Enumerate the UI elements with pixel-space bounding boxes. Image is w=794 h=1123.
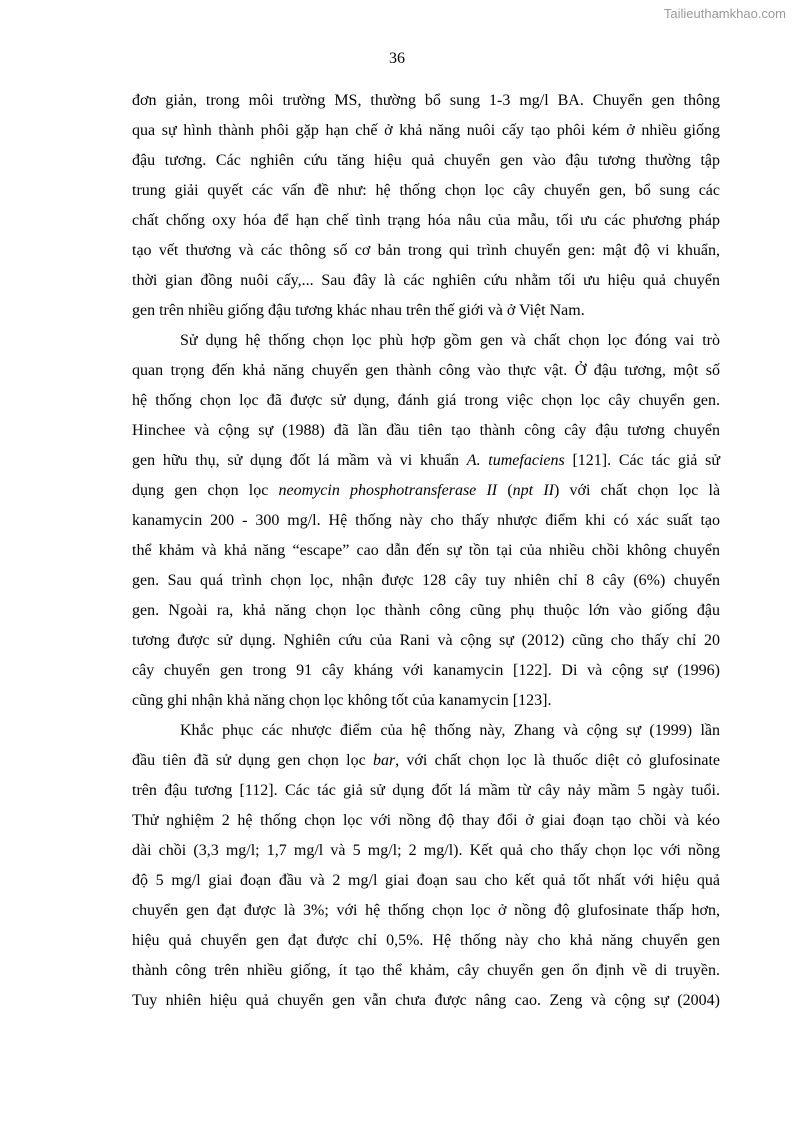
gene-name: neomycin phosphotransferase II [278, 482, 498, 499]
text-line: Thử nghiệm 2 hệ thống chọn lọc với nồng độ thay đổi ở giai đoạn tạo chồi và kéo [132, 812, 720, 829]
text-line: Sử dụng hệ thống chọn lọc phù hợp gồm gen và chất chọn lọc đóng vai trò [180, 332, 720, 349]
text-line: gen trên nhiều giống đậu tương khác nhau trên thế giới và ở Việt Nam. [132, 302, 585, 319]
gene-name: bar [372, 752, 396, 769]
text-line [132, 446, 720, 476]
text-line: tạo vết thương và các thông số cơ bản trong qui trình chuyển gen: mật độ vi khuẩn, [132, 242, 720, 259]
page-number: 36 [389, 50, 405, 67]
text-line: quan trọng đến khả năng chuyển gen thành công vào thực vật. Ở đậu tương, một số [132, 362, 720, 379]
text-line: hiệu quả chuyển gen đạt được chỉ 0,5%. Hệ thống này cho khả năng chuyển gen [132, 932, 720, 949]
text-run: [121]. Các tác giả sử [564, 452, 721, 469]
text-line: trên đậu tương [112]. Các tác giả sử dụng đốt lá mầm từ cây nảy mầm 5 ngày tuổi. [132, 782, 720, 799]
text-run: đầu tiên đã sử dụng gen chọn lọc [132, 752, 373, 769]
text-line: cây chuyển gen trong 91 cây kháng với kanamycin [122]. Di và cộng sự (1996) [132, 662, 720, 679]
text-line: qua sự hình thành phôi gặp hạn chế ở khả năng nuôi cấy tạo phôi kém ở nhiều giống [132, 122, 720, 139]
text-line: dài chồi (3,3 mg/l; 1,7 mg/l và 5 mg/l; 2 mg/l). Kết quả cho thấy chọn lọc với nồng [132, 842, 720, 859]
gene-abbrev: npt II [512, 482, 554, 499]
text-line: chuyển gen đạt được là 3%; với hệ thống chọn lọc ở nồng độ glufosinate thấp hơn, [132, 902, 720, 919]
paragraph-3 [132, 716, 720, 1016]
text-run: gen hữu thụ, sử dụng đốt lá mầm và vi khuẩn [132, 452, 467, 469]
text-line [132, 476, 720, 506]
watermark-text: Tailieuthamkhao.com [663, 6, 786, 21]
text-run: dụng gen chọn lọc [132, 482, 279, 499]
text-run: ) với chất chọn lọc là [553, 482, 721, 499]
text-line: gen. Sau quá trình chọn lọc, nhận được 128 cây tuy nhiên chỉ 8 cây (6%) chuyển [132, 572, 720, 589]
document-body [132, 86, 720, 1016]
text-line: thể khảm và khả năng “escape” cao dẫn đến sự tồn tại của nhiều chồi không chuyển [132, 542, 720, 559]
text-line: đậu tương. Các nghiên cứu tăng hiệu quả chuyển gen vào đậu tương thường tập [132, 152, 720, 169]
text-line: gen. Ngoài ra, khả năng chọn lọc thành công cũng phụ thuộc lớn vào giống đậu [132, 602, 720, 619]
text-line: thời gian đồng nuôi cấy,... Sau đây là các nghiên cứu nhằm tối ưu hiệu quả chuyển [132, 272, 720, 289]
text-line: Hinchee và cộng sự (1988) đã lần đầu tiên tạo thành công cây đậu tương chuyển [132, 422, 720, 439]
paragraph-2 [132, 326, 720, 716]
text-line: cũng ghi nhận khả năng chọn lọc không tốt của kanamycin [123]. [132, 692, 552, 709]
text-line: thành công trên nhiều giống, ít tạo thể khảm, cây chuyển gen ổn định về di truyền. [132, 962, 720, 979]
text-line: hệ thống chọn lọc đã được sử dụng, đánh giá trong việc chọn lọc cây chuyển gen. [132, 392, 720, 409]
text-line: tương được sử dụng. Nghiên cứu của Rani và cộng sự (2012) cũng cho thấy chỉ 20 [132, 632, 720, 649]
text-line: Khắc phục các nhược điểm của hệ thống này, Zhang và cộng sự (1999) lần [180, 722, 720, 739]
paragraph-1 [132, 86, 720, 326]
text-line: Tuy nhiên hiệu quả chuyển gen vẫn chưa được nâng cao. Zeng và cộng sự (2004) [132, 992, 720, 1009]
text-line: đơn giản, trong môi trường MS, thường bổ sung 1-3 mg/l BA. Chuyển gen thông [132, 92, 720, 109]
text-line: kanamycin 200 - 300 mg/l. Hệ thống này cho thấy nhược điểm khi có xác suất tạo [132, 512, 720, 529]
text-line: chất chống oxy hóa để hạn chế tình trạng hóa nâu của mẫu, tối ưu các phương pháp [132, 212, 720, 229]
text-line: trung giải quyết các vấn đề như: hệ thống chọn lọc cây chuyển gen, bổ sung các [132, 182, 720, 199]
text-run: ( [497, 482, 513, 499]
text-run: , với chất chọn lọc là thuốc diệt cỏ glufosinate [395, 752, 721, 769]
text-line [132, 746, 720, 776]
species-name: A. tumefaciens [466, 452, 565, 469]
text-line: độ 5 mg/l giai đoạn đầu và 2 mg/l giai đoạn sau cho kết quả tốt nhất với hiệu quả [132, 872, 720, 889]
